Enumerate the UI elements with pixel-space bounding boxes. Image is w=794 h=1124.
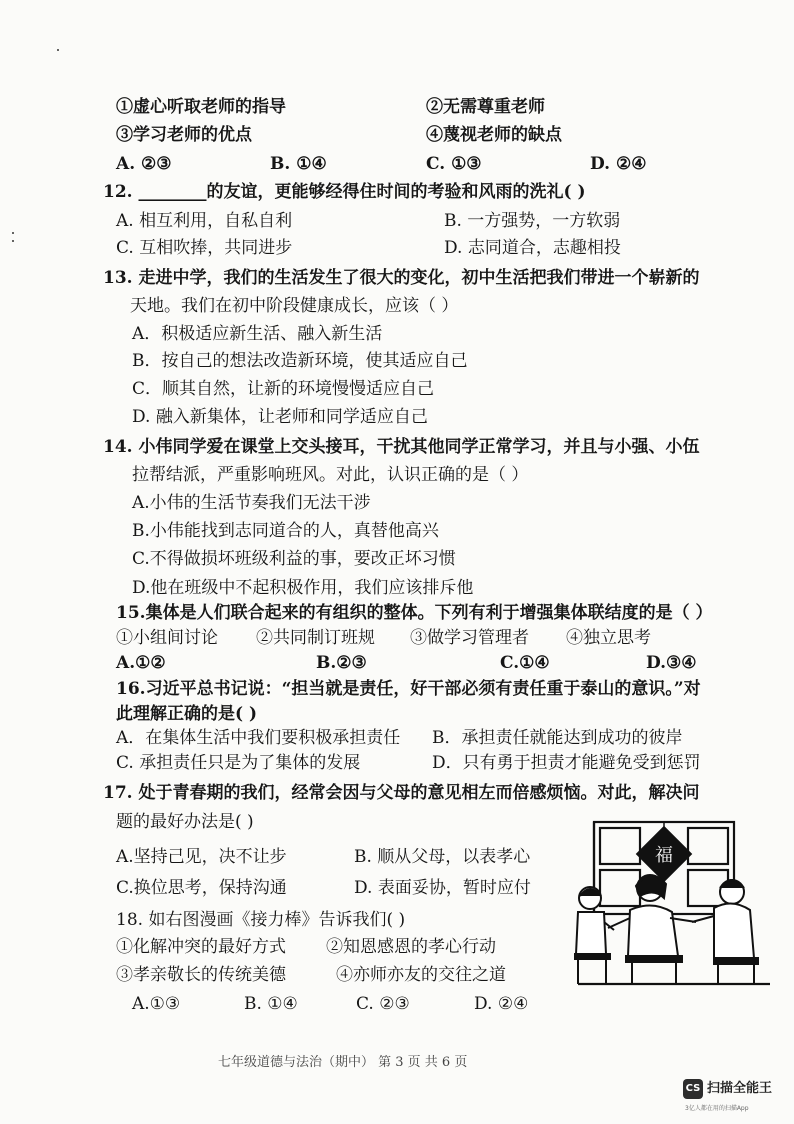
question-stem-cont: 天地。我们在初中阶段健康成长，应该（ ） bbox=[130, 296, 459, 316]
choice-b: B．按自己的想法改造新环境，使其适应自己 bbox=[132, 351, 468, 371]
choice-a: A.坚持己见，决不让步 bbox=[116, 847, 287, 867]
brand-name: 扫描全能王 bbox=[707, 1081, 773, 1096]
scanner-watermark bbox=[683, 1076, 788, 1116]
choice-a: A. ②③ bbox=[116, 154, 172, 174]
choice-b: B. 一方强势，一方软弱 bbox=[444, 211, 621, 231]
choice-d: D. 志同道合，志趣相投 bbox=[444, 238, 621, 258]
page-footer: 七年级道德与法治（期中） 第 3 页 共 6 页 bbox=[218, 1055, 468, 1070]
question-stem-cont: 拉帮结派，严重影响班风。对此，认识正确的是（ ） bbox=[132, 465, 529, 485]
choice-b: B. ①④ bbox=[270, 154, 327, 174]
choice-b: B.②③ bbox=[316, 653, 367, 673]
choice-d: D. 融入新集体，让老师和同学适应自己 bbox=[132, 407, 428, 427]
scan-speck bbox=[12, 232, 14, 234]
choice-d: D. ②④ bbox=[474, 994, 529, 1014]
choice-b: B.小伟能找到志同道合的人，真替他高兴 bbox=[132, 521, 439, 541]
choice-d: D. ②④ bbox=[590, 154, 647, 174]
choice-c: C. ②③ bbox=[356, 994, 410, 1014]
question-stem: 14. 小伟同学爱在课堂上交头接耳，干扰其他同学正常学习，并且与小强、小伍 bbox=[103, 437, 700, 457]
choice-a: A.①③ bbox=[132, 994, 181, 1014]
camscanner-logo-icon: CS bbox=[683, 1079, 703, 1099]
choice-d: D. 表面妥协，暂时应付 bbox=[354, 878, 531, 898]
fu-sign bbox=[636, 822, 693, 882]
scan-speck bbox=[12, 240, 14, 242]
question-stem-cont: 此理解正确的是( ) bbox=[116, 704, 258, 724]
option-item: ④蔑视老师的缺点 bbox=[426, 125, 562, 145]
question-stem: 16.习近平总书记说：“担当就是责任，好干部必须有责任重于泰山的意识。”对 bbox=[116, 679, 701, 699]
option-item: ①虚心听取老师的指导 bbox=[116, 97, 286, 117]
choice-a: A．在集体生活中我们要积极承担责任 bbox=[116, 728, 401, 748]
choice-a: A. 相互利用，自私自利 bbox=[116, 211, 293, 231]
choice-c: C. 承担责任只是为了集体的发展 bbox=[116, 753, 361, 773]
option-item: ①小组间讨论 bbox=[116, 628, 218, 648]
option-item: ④独立思考 bbox=[566, 628, 651, 648]
choice-d: D．只有勇于担责才能避免受到惩罚 bbox=[432, 753, 701, 773]
brand-tagline: 3亿人都在用的扫描App bbox=[685, 1105, 749, 1112]
choice-c: C.不得做损坏班级利益的事，要改正坏习惯 bbox=[132, 549, 456, 569]
choice-a: A.小伟的生活节奏我们无法干涉 bbox=[132, 493, 371, 513]
fu-sign-text: 福 bbox=[655, 845, 673, 866]
relay-baton-cartoon bbox=[574, 818, 774, 990]
choice-a: A．积极适应新生活、融入新生活 bbox=[132, 324, 383, 344]
choice-c: C.①④ bbox=[500, 653, 550, 673]
option-item: ②无需尊重老师 bbox=[426, 97, 545, 117]
choice-d: D.③④ bbox=[646, 653, 697, 673]
scan-speck bbox=[57, 49, 59, 51]
choice-b: B. 顺从父母，以表孝心 bbox=[354, 847, 531, 867]
question-stem: 12. ________的友谊，更能够经得住时间的考验和风雨的洗礼( ) bbox=[103, 182, 586, 202]
choice-a: A.①② bbox=[116, 653, 166, 673]
choice-c: C．顺其自然，让新的环境慢慢适应自己 bbox=[132, 379, 435, 399]
choice-c: C. ①③ bbox=[426, 154, 482, 174]
option-item: ③学习老师的优点 bbox=[116, 125, 252, 145]
option-item: ③做学习管理者 bbox=[410, 628, 529, 648]
option-item: ④亦师亦友的交往之道 bbox=[336, 965, 506, 985]
choice-d: D.他在班级中不起积极作用，我们应该排斥他 bbox=[132, 578, 474, 598]
choice-b: B. ①④ bbox=[244, 994, 298, 1014]
option-item: ③孝亲敬长的传统美德 bbox=[116, 965, 286, 985]
option-item: ②知恩感恩的孝心行动 bbox=[326, 937, 496, 957]
option-item: ①化解冲突的最好方式 bbox=[116, 937, 286, 957]
choice-c: C.换位思考，保持沟通 bbox=[116, 878, 287, 898]
option-item: ②共同制订班规 bbox=[256, 628, 375, 648]
question-stem: 13. 走进中学，我们的生活发生了很大的变化，初中生活把我们带进一个崭新的 bbox=[103, 268, 700, 288]
question-stem: 18. 如右图漫画《接力棒》告诉我们( ) bbox=[116, 910, 406, 930]
question-stem: 15.集体是人们联合起来的有组织的整体。下列有利于增强集体联结度的是（ ） bbox=[116, 603, 713, 623]
choice-c: C. 互相吹捧，共同进步 bbox=[116, 238, 293, 258]
choice-b: B．承担责任就能达到成功的彼岸 bbox=[432, 728, 683, 748]
question-stem-cont: 题的最好办法是( ) bbox=[116, 812, 254, 832]
question-stem: 17. 处于青春期的我们，经常会因与父母的意见相左而倍感烦恼。对此，解决问 bbox=[103, 783, 700, 803]
